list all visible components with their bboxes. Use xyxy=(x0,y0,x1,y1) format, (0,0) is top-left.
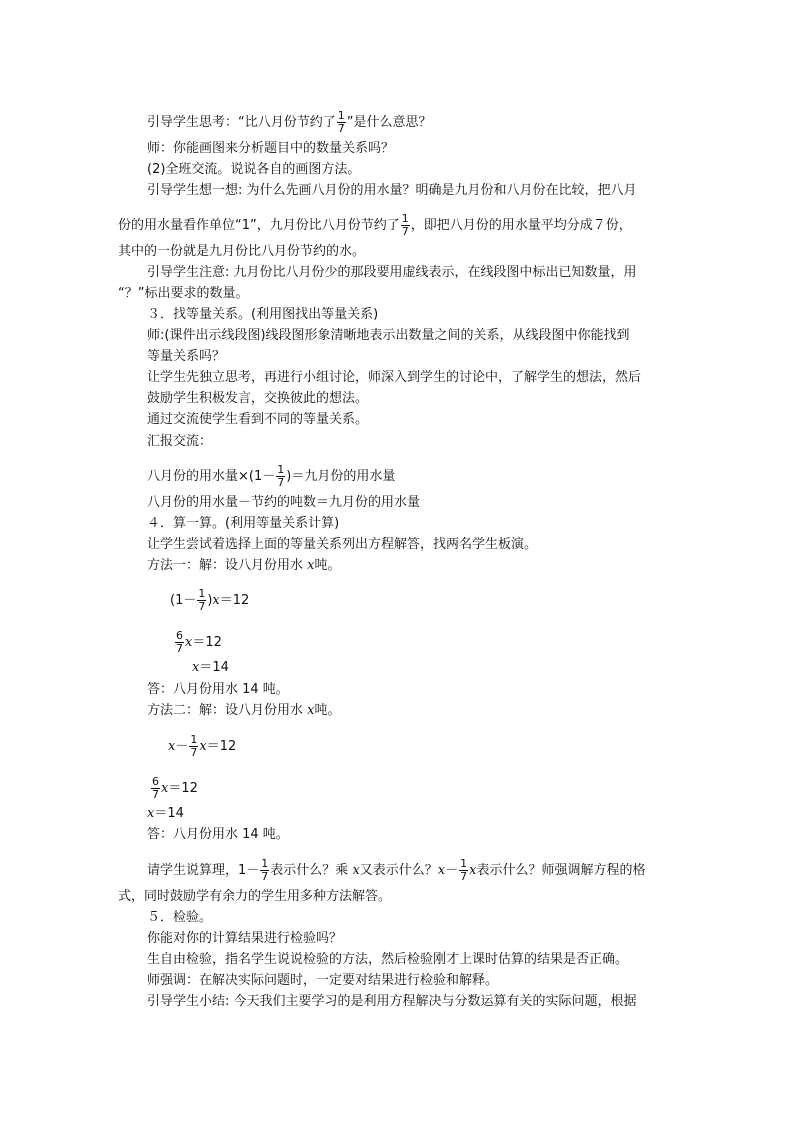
equation-step: $\frac{6}{7}$ x＝12 xyxy=(176,629,222,655)
paragraph-line: 师：你能画图来分析题目中的数量关系吗？ xyxy=(147,141,395,156)
paragraph-line: 通过交流使学生看到不同的等量关系。 xyxy=(147,412,369,427)
fraction-six-sevenths: $\frac{6}{7}$ xyxy=(176,629,183,655)
equation-step: (1－ $\frac{1}{7}$ )x＝12 xyxy=(170,587,250,613)
paragraph-line: 引导学生小结: 今天我们主要学习的是利用方程解决与分数运算有关的实际问题，根据 xyxy=(147,994,637,1009)
paragraph-line: 式，同时鼓励学有余力的学生用多种方法解答。 xyxy=(118,889,392,904)
paragraph-line: 鼓励学生积极发言，交换彼此的想法。 xyxy=(147,391,369,406)
paragraph-line: 其中的一份就是九月份比八月份节约的水。 xyxy=(118,244,366,259)
fraction-one-seventh: $\frac{1}{7}$ xyxy=(401,212,409,238)
section-heading: ４．算一算。(利用等量关系计算) xyxy=(147,516,340,531)
method-two-label: 方法二：解：设八月份用水 x吨。 xyxy=(147,703,341,718)
paragraph-line: 生自由检验，指名学生说说检验的方法，然后检验刚才上课时估算的结果是否正确。 xyxy=(147,952,629,967)
equation-step: x＝14 xyxy=(192,660,229,675)
equation-relation-1: 八月份的用水量×(1－ $\frac{1}{7}$ )＝九月份的用水量 xyxy=(147,463,396,489)
paragraph-line: 引导学生思考：“比八月份节约了 $\frac{1}{7}$ ”是什么意思？ xyxy=(147,109,432,135)
equation-step: $\frac{6}{7}$ x＝12 xyxy=(152,775,198,801)
equation-relation-2: 八月份的用水量－节约的吨数＝九月份的用水量 xyxy=(147,495,421,510)
fraction-one-seventh: $\frac{1}{7}$ xyxy=(261,857,269,883)
fraction-one-seventh: $\frac{1}{7}$ xyxy=(337,109,345,135)
paragraph-line: 让学生尝试着选择上面的等量关系列出方程解答，找两名学生板演。 xyxy=(147,537,538,552)
section-heading: ５．检验。 xyxy=(147,910,213,925)
section-heading: ３．找等量关系。(利用图找出等量关系) xyxy=(147,307,379,322)
method-one-label: 方法一：解：设八月份用水 x吨。 xyxy=(147,558,341,573)
equation-step: x－ $\frac{1}{7}$ x＝12 xyxy=(168,733,237,759)
paragraph-line: (2)全班交流。说说各自的画图方法。 xyxy=(147,162,361,177)
fraction-one-seventh: $\frac{1}{7}$ xyxy=(277,463,285,489)
paragraph-line: 汇报交流： xyxy=(147,434,213,449)
fraction-one-seventh: $\frac{1}{7}$ xyxy=(190,733,198,759)
paragraph-line: “？”标出要求的数量。 xyxy=(118,286,249,301)
paragraph-line: 师:(课件出示线段图)线段图形象清晰地表示出数量之间的关系，从线段图中你能找到 xyxy=(147,328,630,343)
paragraph-line: 让学生先独立思考，再进行小组讨论，师深入到学生的讨论中，了解学生的想法，然后 xyxy=(147,370,642,385)
answer-line: 答：八月份用水 14 吨。 xyxy=(147,827,289,842)
paragraph-line: 你能对你的计算结果进行检验吗？ xyxy=(147,931,343,946)
fraction-six-sevenths: $\frac{6}{7}$ xyxy=(152,775,159,801)
equation-step: x＝14 xyxy=(147,806,184,821)
fraction-one-seventh: $\frac{1}{7}$ xyxy=(460,857,468,883)
paragraph-line: 引导学生注意: 九月份比八月份少的那段要用虚线表示，在线段图中标出已知数量，用 xyxy=(147,265,637,280)
answer-line: 答：八月份用水 14 吨。 xyxy=(147,682,289,697)
fraction-one-seventh: $\frac{1}{7}$ xyxy=(198,587,206,613)
paragraph-line: 师强调：在解决实际问题时，一定要对结果进行检验和解释。 xyxy=(147,973,499,988)
paragraph-line: 份的用水量看作单位“1”，九月份比八月份节约了 $\frac{1}{7}$ ，即把八月份的用水量平均分成７份， xyxy=(118,212,632,238)
paragraph-line: 请学生说算理，1－ $\frac{1}{7}$ 表示什么？乘 x又表示什么？x－ $\frac{1}{7}$ x表示什么？师强调解方程的格 xyxy=(147,857,646,883)
paragraph-line: 等量关系吗？ xyxy=(147,349,226,364)
paragraph-line: 引导学生想一想: 为什么先画八月份的用水量？明确是九月份和八月份在比较，把八月 xyxy=(147,183,637,198)
